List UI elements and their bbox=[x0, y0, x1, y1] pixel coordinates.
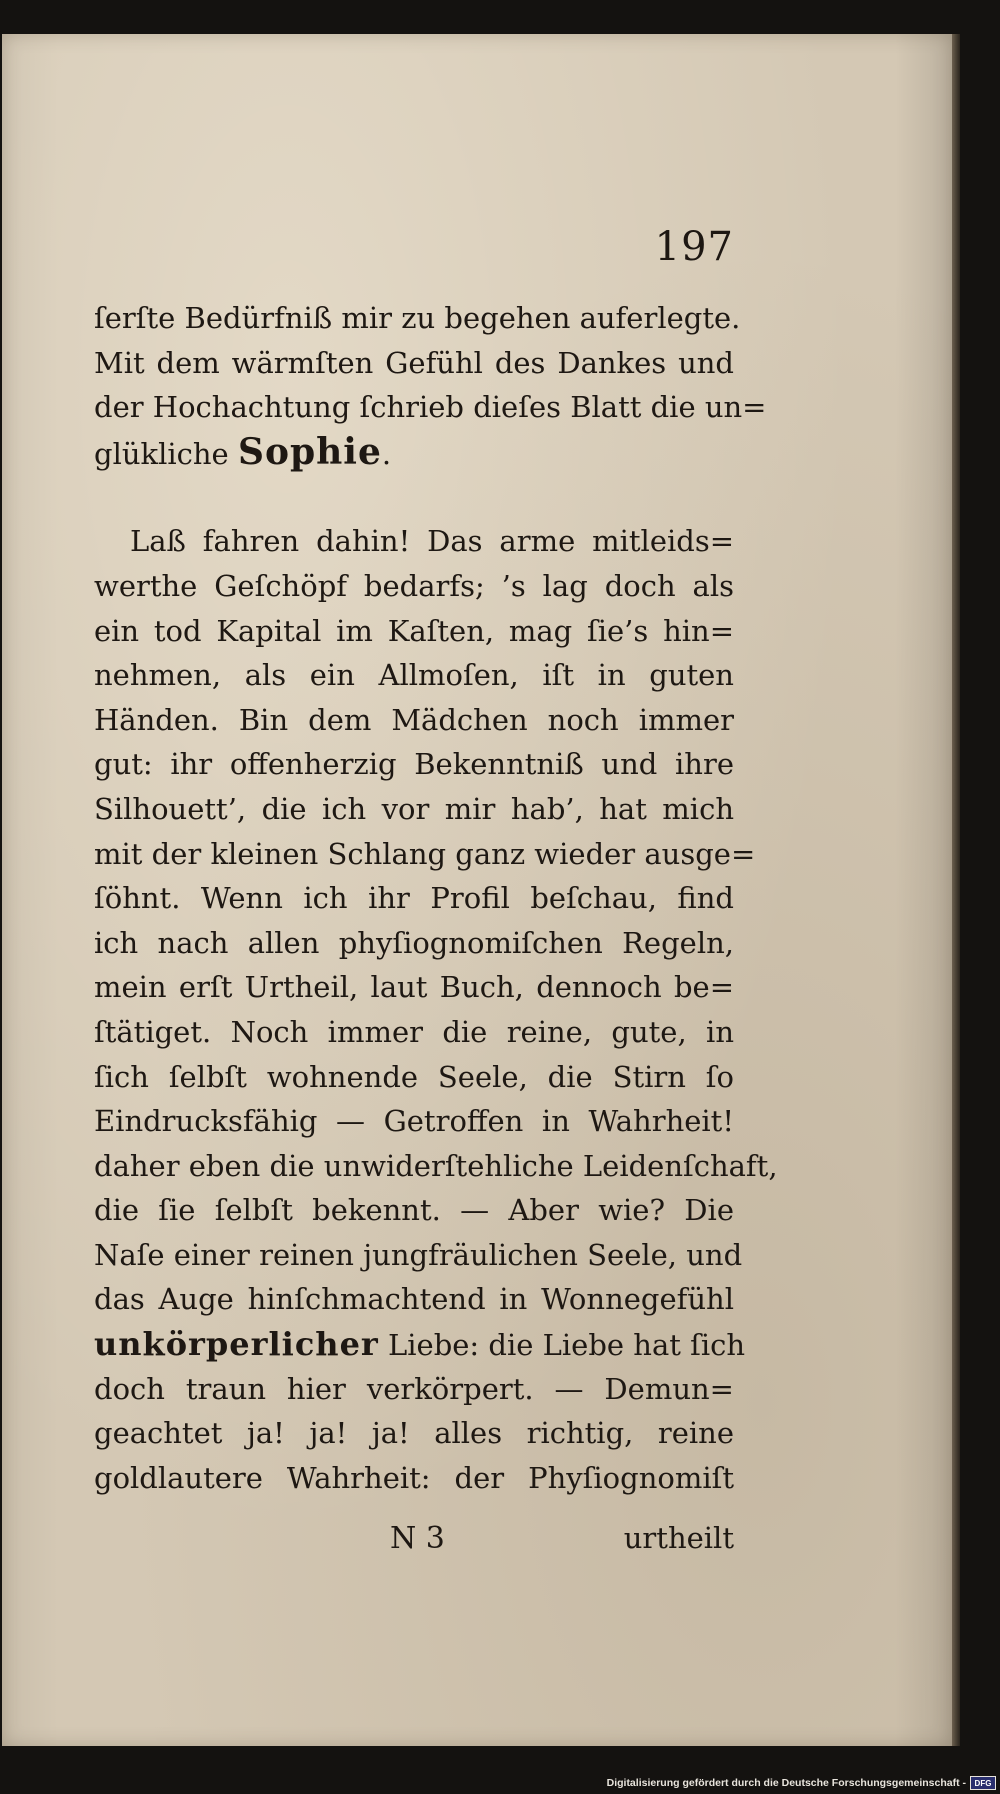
body-text bbox=[94, 296, 778, 1500]
text-line: das Auge hinſchmachtend in Wonnegefühl bbox=[94, 1282, 734, 1317]
dfg-logo-icon: DFG bbox=[970, 1776, 996, 1790]
paragraph-break bbox=[94, 474, 734, 519]
text-line: ich nach allen phyſiognomiſchen Regeln, bbox=[94, 925, 734, 960]
credit-text: Digitalisierung gefördert durch die Deutsche Forschungsgemeinschaft - bbox=[606, 1777, 966, 1789]
text-line bbox=[94, 1322, 746, 1367]
text-line: Mit dem wärmſten Gefühl des Dankes und bbox=[94, 345, 734, 380]
text-line: nehmen, als ein Allmoſen, iſt in guten bbox=[94, 658, 734, 693]
text-line: Laß fahren dahin! Das arme mitleids= bbox=[130, 524, 734, 559]
book-page bbox=[2, 34, 952, 1746]
digitization-credit bbox=[607, 1774, 996, 1792]
text-line: ein tod Kapital im Kaſten, mag ſie’s hin= bbox=[94, 613, 734, 648]
text-line: die ſie ſelbſt bekennt. — Aber wie? Die bbox=[94, 1193, 734, 1228]
text-line: ſtätiget. Noch immer die reine, gute, in bbox=[94, 1014, 734, 1049]
text-line: daher eben die unwiderſtehliche Leidenſchaft, bbox=[94, 1148, 778, 1183]
text-line: mit der kleinen Schlang ganz wieder ausge= bbox=[94, 836, 756, 871]
text-line bbox=[94, 430, 734, 475]
text-line: goldlautere Wahrheit: der Phyſiognomiſt bbox=[94, 1460, 734, 1495]
text-line: Silhouett’, die ich vor mir hab’, hat mich bbox=[94, 791, 734, 826]
text-line: Händen. Bin dem Mädchen noch immer bbox=[94, 702, 734, 737]
emphasized-word: unkörperlicher bbox=[94, 1325, 379, 1364]
text-fragment: glükliche bbox=[94, 436, 238, 471]
text-line: geachtet ja! ja! ja! alles richtig, reine bbox=[94, 1416, 734, 1451]
page-edge bbox=[952, 34, 960, 1746]
text-line: mein erſt Urtheil, laut Buch, dennoch be= bbox=[94, 970, 734, 1005]
text-line: werthe Geſchöpf bedarfs; ’s lag doch als bbox=[94, 568, 734, 603]
page-footer bbox=[94, 1521, 734, 1565]
text-line: Eindrucksfähig — Getroffen in Wahrheit! bbox=[94, 1104, 734, 1139]
text-line: ſerſte Bedürfniß mir zu begehen auferlegte. bbox=[94, 301, 741, 335]
text-line: ſich ſelbſt wohnende Seele, die Stirn ſo bbox=[94, 1059, 734, 1094]
text-line: gut: ihr offenherzig Bekenntniß und ihre bbox=[94, 747, 734, 782]
text-fragment: Liebe: die Liebe hat ſich bbox=[378, 1328, 746, 1363]
text-fragment: . bbox=[381, 436, 392, 471]
emphasized-name: Sophie bbox=[237, 430, 382, 473]
text-line: Naſe einer reinen jungfräulichen Seele, und bbox=[94, 1237, 743, 1272]
catchword: urtheilt bbox=[623, 1521, 734, 1555]
text-line: der Hochachtung ſchrieb dieſes Blatt die un= bbox=[94, 390, 767, 425]
signature-mark: N 3 bbox=[390, 1521, 445, 1556]
page-number: 197 bbox=[654, 224, 734, 270]
text-line: doch traun hier verkörpert. — Demun= bbox=[94, 1371, 734, 1406]
text-line: ſöhnt. Wenn ich ihr Profil beſchau, find bbox=[94, 881, 734, 916]
